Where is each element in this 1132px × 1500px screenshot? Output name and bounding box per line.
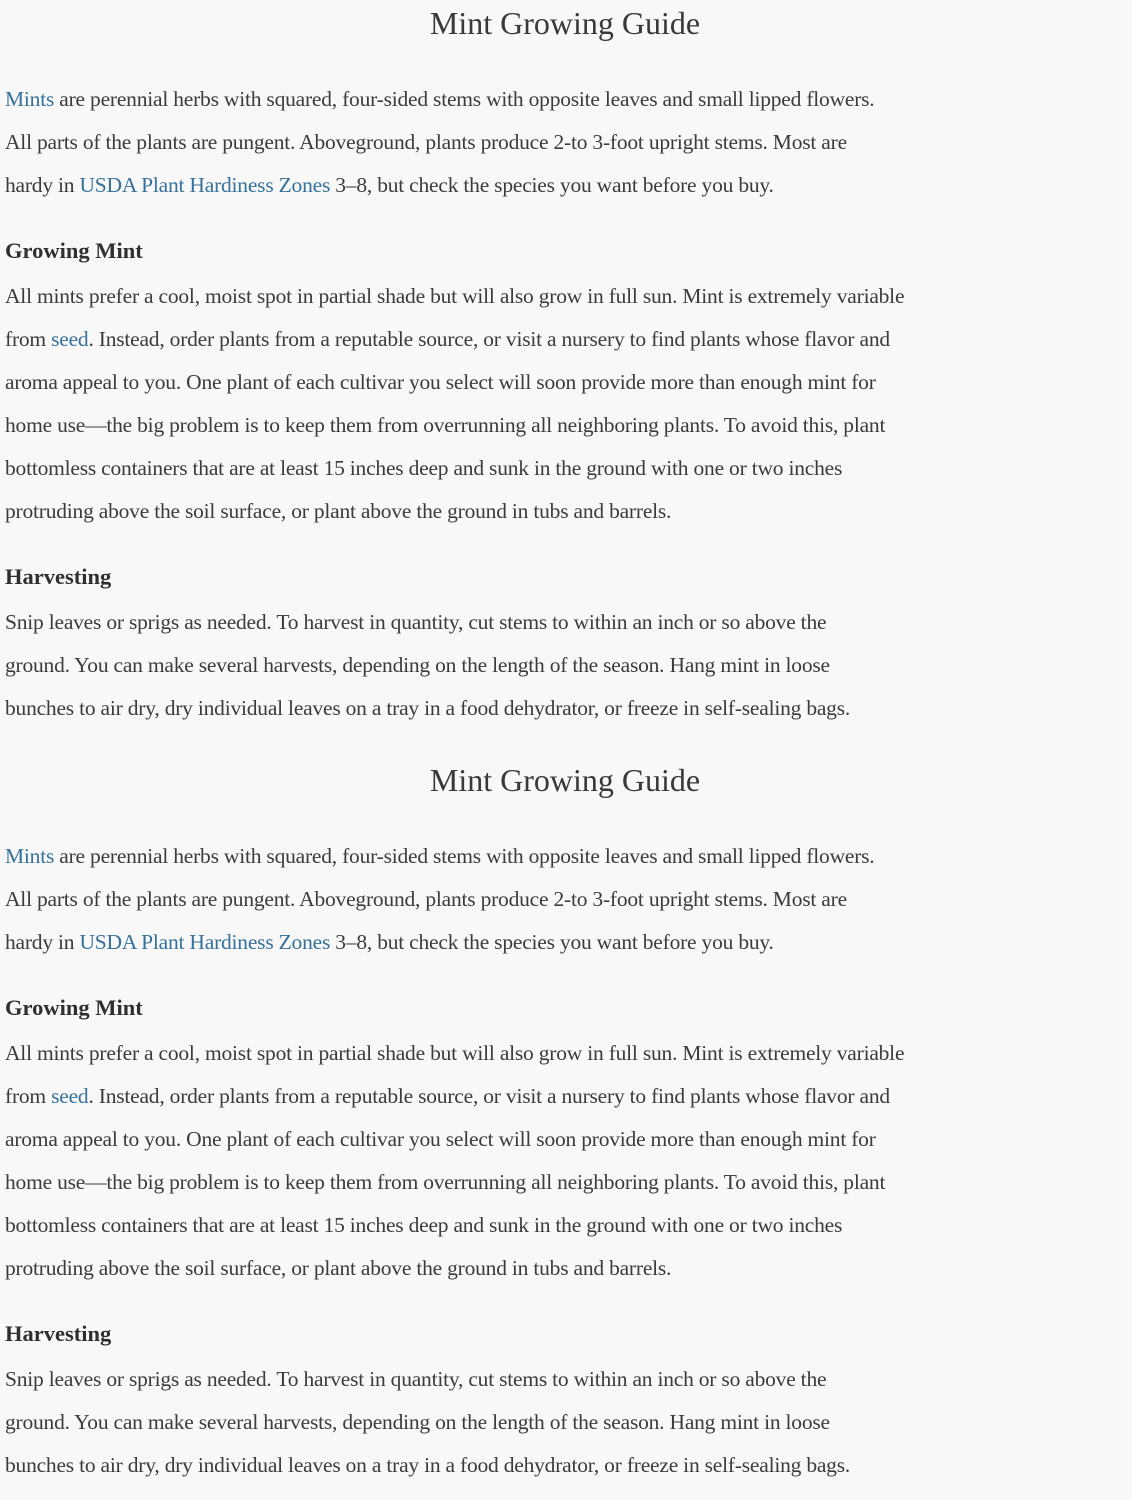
harvesting-paragraph: Snip leaves or sprigs as needed. To harvest in quantity, cut stems to within an inch or so above the ground. You can make several harvests, depending on the length of the season. Hang mint in loose bunches to air dry, dry individual leaves on a tray in a food dehydrator, or freeze in self-sealing bags. [5, 1367, 851, 1477]
growing-mint-paragraph: All mints prefer a cool, moist spot in partial shade but will also grow in full sun. Mint is extremely variable from seed. Instead, order plants from a reputable source, or visit a nursery to find plants whose flavor and aroma appeal to you. One plant of each cultivar you select will soon provide more than enough mint for home use—the big problem is to keep them from overrunning all neighboring plants. To avoid this, plant bottomless containers that are at least 15 inches deep and sunk in the ground with one or two inches protruding above the soil surface, or plant above the ground in tubs and barrels. [5, 284, 905, 523]
section-heading-growing-mint: Growing Mint [5, 995, 143, 1020]
harvesting-paragraph: Snip leaves or sprigs as needed. To harvest in quantity, cut stems to within an inch or so above the ground. You can make several harvests, depending on the length of the season. Hang mint in loose bunches to air dry, dry individual leaves on a tray in a food dehydrator, or freeze in self-sealing bags. [5, 610, 851, 720]
link-seed[interactable]: seed [51, 327, 89, 351]
link-seed[interactable]: seed [51, 1084, 89, 1108]
article-mint-guide-1 [5, 2, 1125, 730]
intro-paragraph: Mints are perennial herbs with squared, four-sided stems with opposite leaves and small lipped flowers. All parts of the plants are pungent. Aboveground, plants produce 2-to 3-foot upright stems. Most are hardy in USDA Plant Hardiness Zones 3–8, but check the species you want before you buy. [5, 87, 875, 197]
intro-paragraph: Mints are perennial herbs with squared, four-sided stems with opposite leaves and small lipped flowers. All parts of the plants are pungent. Aboveground, plants produce 2-to 3-foot upright stems. Most are hardy in USDA Plant Hardiness Zones 3–8, but check the species you want before you buy. [5, 844, 875, 954]
section-heading-harvesting: Harvesting [5, 1321, 112, 1346]
link-usda-plant-hardiness-zones[interactable]: USDA Plant Hardiness Zones [79, 173, 331, 197]
page-title: Mint Growing Guide [429, 5, 701, 41]
article-mint-guide-2 [5, 759, 1125, 1487]
page-title: Mint Growing Guide [429, 762, 701, 798]
link-usda-plant-hardiness-zones[interactable]: USDA Plant Hardiness Zones [79, 930, 331, 954]
link-mints[interactable]: Mints [5, 844, 55, 868]
link-mints[interactable]: Mints [5, 87, 55, 111]
growing-mint-paragraph: All mints prefer a cool, moist spot in partial shade but will also grow in full sun. Mint is extremely variable from seed. Instead, order plants from a reputable source, or visit a nursery to find plants whose flavor and aroma appeal to you. One plant of each cultivar you select will soon provide more than enough mint for home use—the big problem is to keep them from overrunning all neighboring plants. To avoid this, plant bottomless containers that are at least 15 inches deep and sunk in the ground with one or two inches protruding above the soil surface, or plant above the ground in tubs and barrels. [5, 1041, 905, 1280]
section-heading-harvesting: Harvesting [5, 564, 112, 589]
section-heading-growing-mint: Growing Mint [5, 238, 143, 263]
